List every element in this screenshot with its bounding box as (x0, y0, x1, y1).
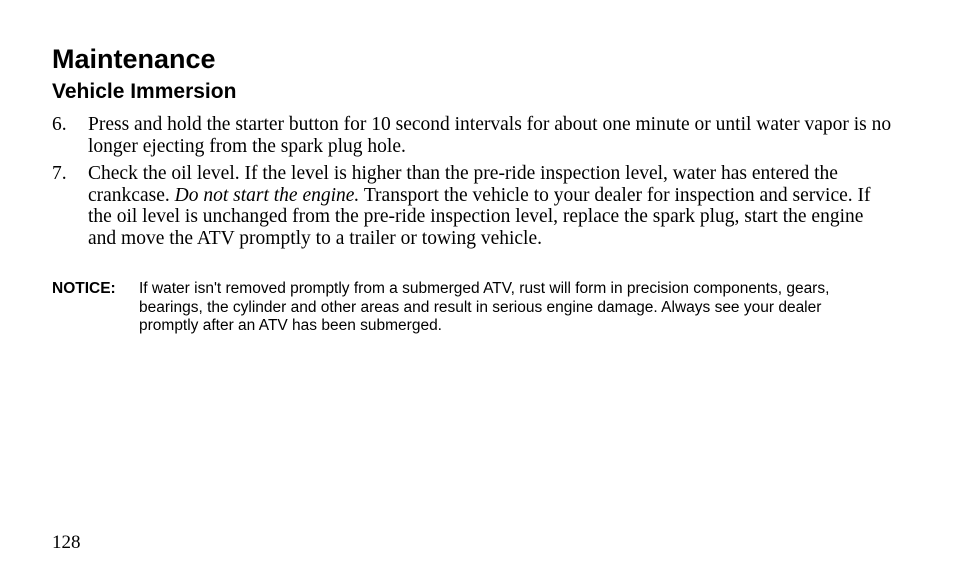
page-number: 128 (52, 532, 81, 553)
section-title: Maintenance (52, 44, 216, 74)
step-6 (52, 114, 892, 157)
step-text-before: Check the oil level. If the level is higher than the pre-ride inspection level, water has entered the crankcase. (88, 163, 838, 206)
step-text-emphasis: Do not start the engine. (174, 184, 360, 206)
step-text (88, 163, 871, 249)
step-text-after: Transport the vehicle to your dealer for inspection and service. If the oil level is unchanged from the pre-ride inspection level, replace the spark plug, start the engine and move the ATV promptly to a trailer or towing vehicle. (88, 184, 871, 249)
notice-block (52, 280, 872, 336)
step-number: 6. (52, 114, 67, 135)
notice-text: If water isn't removed promptly from a submerged ATV, rust will form in precision components, gears, bearings, the cylinder and other areas and result in serious engine damage. Always see your dealer promptly after an ATV has been submerged. (139, 280, 830, 334)
subsection-title: Vehicle Immersion (52, 80, 237, 103)
step-7 (52, 163, 892, 249)
notice-label: NOTICE: (52, 280, 116, 297)
step-text: Press and hold the starter button for 10 second intervals for about one minute or until water vapor is no longer ejecting from the spark plug hole. (88, 114, 892, 157)
procedure-steps (52, 114, 892, 256)
step-number: 7. (52, 163, 67, 185)
